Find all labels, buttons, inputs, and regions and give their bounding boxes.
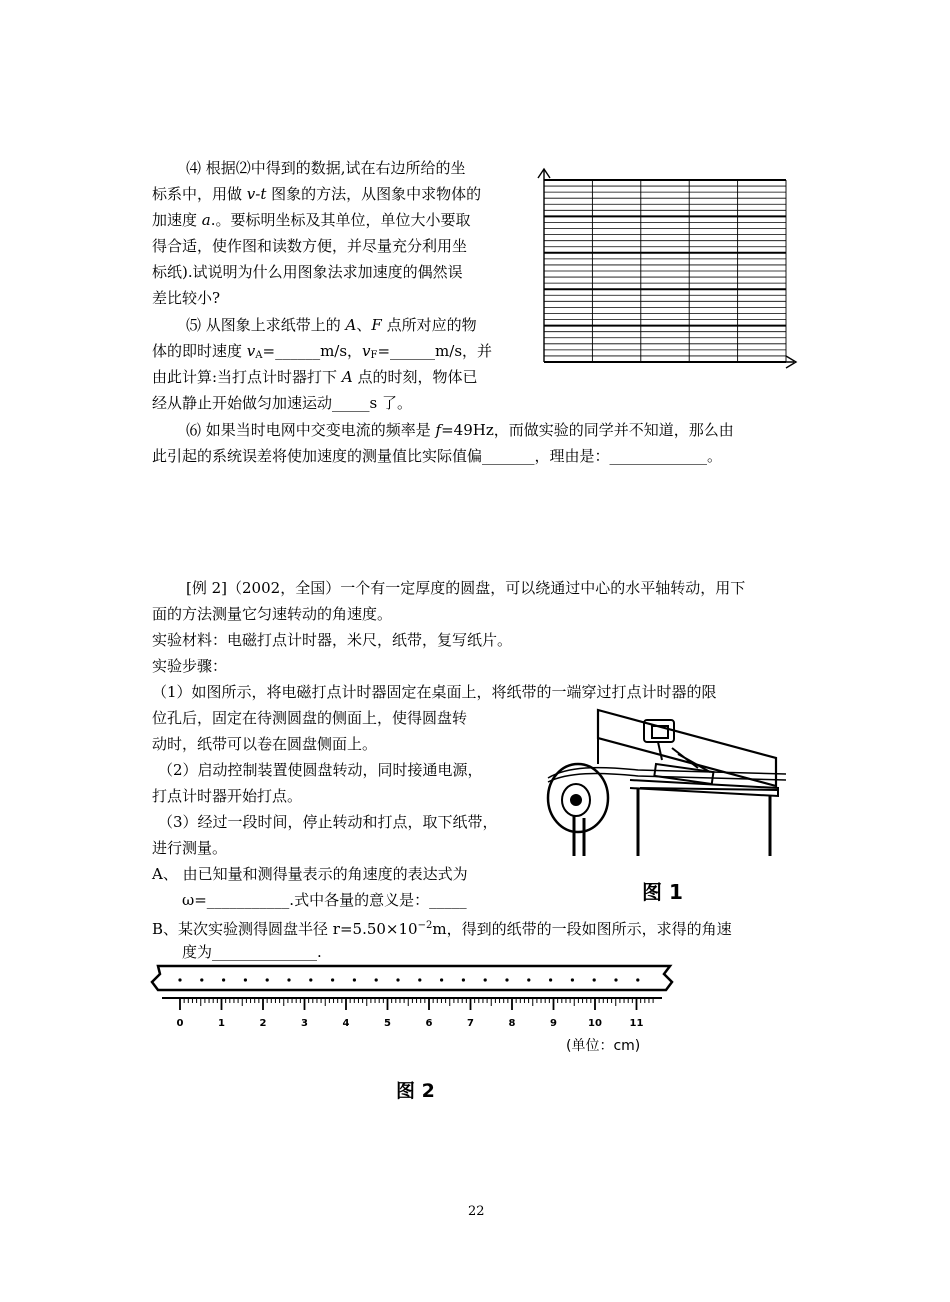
ruler-label: 2 <box>259 1018 267 1029</box>
ex2-step1a: （1）如图所示，将电磁打点计时器固定在桌面上，将纸带的一端穿过打点计时器的限 <box>152 683 717 701</box>
ex2-step2b: 打点计时器开始打点。 <box>152 787 303 805</box>
tape-dot <box>527 978 530 981</box>
q4-line1: ⑷ 根据⑵中得到的数据,试在右边所给的坐 <box>186 159 466 177</box>
tape-dot <box>593 978 596 981</box>
ex2-materials: 实验材料：电磁打点计时器，米尺，纸带，复写纸片。 <box>152 631 513 649</box>
q4-line4: 得合适，使作图和读数方便，并尽量充分利用坐 <box>152 237 468 255</box>
q5-line2: 体的即时速度 $v_A=\_\_\_\_\_\_m/s$，$v_F=\_\_\_\_\_\_m/s$，并 <box>152 342 493 361</box>
ruler-label: 0 <box>176 1018 184 1029</box>
figure1-caption: 图 1 <box>642 880 683 904</box>
ex2-step2a: （2）启动控制装置使圆盘转动，同时接通电源， <box>158 761 483 779</box>
tape-dot <box>571 978 574 981</box>
tape-dot <box>244 978 247 981</box>
ex2-qA1: A、 由已知量和测得量表示的角速度的表达式为 <box>152 865 468 883</box>
ex2-qA2: ω=___________.式中各量的意义是：_____ <box>182 891 467 909</box>
tape-dot <box>331 978 334 981</box>
ruler-label: 1 <box>218 1018 225 1029</box>
tape-dot <box>287 978 290 981</box>
figure2-tape-ruler <box>150 962 680 1042</box>
q4-line2: 标系中，用做 v-t 图象的方法，从图象中求物体的 <box>152 185 482 203</box>
tape-dot <box>418 978 421 981</box>
tape-dot <box>462 978 465 981</box>
ruler-label: 8 <box>508 1018 516 1029</box>
ruler-label: 9 <box>550 1018 557 1029</box>
tape-dot <box>178 978 181 981</box>
tape-dot <box>396 978 399 981</box>
tape-dot <box>484 978 487 981</box>
paper-tape <box>152 966 672 990</box>
page-number: 22 <box>468 1204 485 1219</box>
ex2-line1: [例 2]（2002，全国）一个有一定厚度的圆盘，可以绕通过中心的水平轴转动，用下 <box>186 579 746 597</box>
q6-line1: ⑹ 如果当时电网中交变电流的频率是 f=49Hz，而做实验的同学并不知道，那么由 <box>186 421 734 439</box>
q4-line5: 标纸).试说明为什么用图象法求加速度的偶然误 <box>152 263 463 281</box>
tape-dot <box>614 978 617 981</box>
tape-dot <box>353 978 356 981</box>
ruler-label: 7 <box>467 1018 474 1029</box>
tape-dot <box>440 978 443 981</box>
tape-dot <box>636 978 639 981</box>
graph-paper <box>536 166 800 370</box>
tape-dot <box>222 978 225 981</box>
ruler-label: 11 <box>629 1018 644 1029</box>
figure2-caption: 图 2 <box>396 1080 435 1102</box>
tape-dot <box>505 978 508 981</box>
ruler-label: 10 <box>588 1018 602 1029</box>
tape-dot <box>266 978 269 981</box>
ex2-step1c: 动时，纸带可以卷在圆盘侧面上。 <box>152 735 378 753</box>
q5-line4: 经从静止开始做匀加速运动_____s 了。 <box>152 394 412 412</box>
ex2-steps-title: 实验步骤： <box>152 657 228 675</box>
ruler-label: 3 <box>301 1018 308 1029</box>
tape-dot <box>309 978 312 981</box>
q5-line3: 由此计算:当打点计时器打下 A 点的时刻，物体已 <box>152 368 478 386</box>
figure1-apparatus <box>538 708 788 858</box>
ruler-label: 6 <box>425 1018 433 1029</box>
ex2-qB2: 度为______________. <box>182 943 322 961</box>
ruler-label: 4 <box>342 1018 350 1029</box>
tape-dot <box>375 978 378 981</box>
q5-line1: ⑸ 从图象上求纸带上的 A、F 点所对应的物 <box>186 316 477 334</box>
ruler-label: 5 <box>384 1018 391 1029</box>
ex2-qB1: B、某次实验测得圆盘半径 $r=5.50\times 10^{-2}m$，得到的纸带的一段如图所示，求得的角速 <box>152 920 732 938</box>
ex2-line2: 面的方法测量它匀速转动的角速度。 <box>152 605 393 623</box>
figure2-unit: (单位：cm) <box>566 1038 641 1054</box>
ex2-step3b: 进行测量。 <box>152 839 228 857</box>
q6-line2: 此引起的系统误差将使加速度的测量值比实际值偏_______，理由是：_____________。 <box>152 447 723 465</box>
q4-line3: 加速度 a.。要标明坐标及其单位，单位大小要取 <box>152 211 471 229</box>
q4-line6: 差比较小? <box>152 289 221 307</box>
tape-dot <box>549 978 552 981</box>
ex2-step3a: （3）经过一段时间，停止转动和打点，取下纸带， <box>158 813 498 831</box>
tape-dot <box>200 978 203 981</box>
ex2-step1b: 位孔后，固定在待测圆盘的侧面上，使得圆盘转 <box>152 709 468 727</box>
